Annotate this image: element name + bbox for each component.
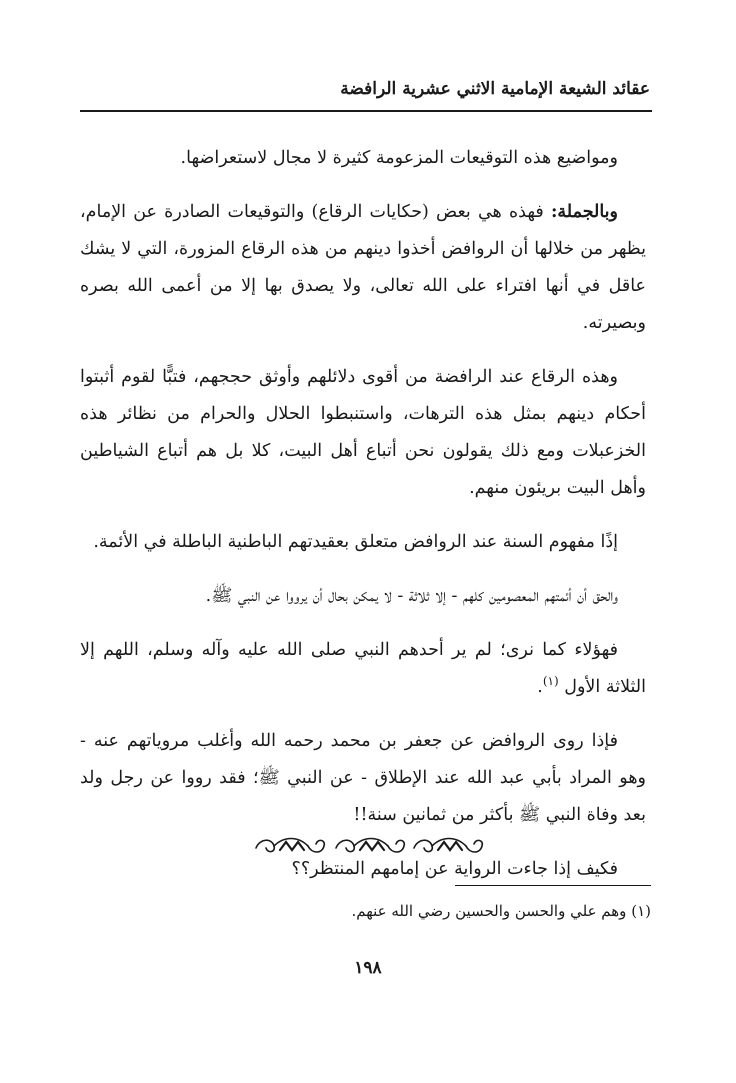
- paragraph-5-text: والحق أن أئمتهم المعصومين كلهم - إلا ثلاثة - لا يمكن بحال أن يرووا عن النبي ﷺ.: [205, 586, 618, 606]
- paragraph-4-text: إذًا مفهوم السنة عند الروافض متعلق بعقيدتهم الباطنية الباطلة في الأئمة.: [93, 532, 618, 552]
- page-number: ١٩٨: [354, 958, 382, 978]
- footnote-rule: [455, 885, 651, 886]
- paragraph-2-lead: وبالجملة:: [550, 202, 618, 222]
- paragraph-3-text: وهذه الرقاع عند الرافضة من أقوى دلائلهم وأوثق حججهم، فتبًّا لقوم أثبتوا أحكام دينهم بمثل هذه الترهات، واستنبطوا الحلال والحرام من نظائر هذه الخزعبلات ومع ذلك يقولون نحن أتباع أهل البيت، كلا بل هم أتباع الشياطين وأهل البيت بريئون منهم.: [80, 367, 646, 498]
- footnote: [85, 898, 651, 924]
- footnote-number: (١): [631, 902, 651, 920]
- section-ornament-icon: [250, 832, 486, 860]
- paragraph-5: [80, 578, 646, 615]
- paragraph-2-text: فهذه هي بعض (حكايات الرقاع) والتوقيعات الصادرة عن الإمام، يظهر من خلالها أن الروافض أخذوا دينهم من هذه الرقاع المزورة، التي لا يشك عاقل في أنها افتراء على الله تعالى، ولا يصدق بها إلا من أعمى الله بصره وبصيرته.: [80, 202, 646, 333]
- running-header: عقائد الشيعة الإمامية الاثني عشرية الرافضة: [340, 79, 650, 99]
- paragraph-6-text: فهؤلاء كما نرى؛ لم ير أحدهم النبي صلى الله عليه وآله وسلم، اللهم إلا الثلاثة الأول: [80, 640, 646, 697]
- footnote-text: وهم علي والحسن والحسين رضي الله عنهم.: [351, 902, 627, 920]
- paragraph-1: [80, 140, 646, 177]
- paragraph-6-tail: .: [537, 677, 543, 697]
- body-text: [80, 140, 646, 905]
- paragraph-7-text: فإذا روى الروافض عن جعفر بن محمد رحمه الله وأغلب مروياتهم عنه - وهو المراد بأبي عبد الله عند الإطلاق - عن النبي ﷺ؛ فقد رووا عن رجل ولد بعد وفاة النبي ﷺ بأكثر من ثمانين سنة!!: [80, 731, 646, 825]
- header-rule: [80, 110, 652, 112]
- footnote-reference[interactable]: (١): [542, 674, 559, 689]
- paragraph-2: [80, 194, 646, 342]
- paragraph-8-text: فكيف إذا جاءت الرواية عن إمامهم المنتظر؟؟: [291, 859, 618, 879]
- paragraph-7: [80, 723, 646, 834]
- paragraph-1-text: ومواضيع هذه التوقيعات المزعومة كثيرة لا مجال لاستعراضها.: [180, 148, 618, 168]
- paragraph-4: [80, 524, 646, 561]
- paragraph-6: [80, 632, 646, 706]
- paragraph-3: [80, 359, 646, 507]
